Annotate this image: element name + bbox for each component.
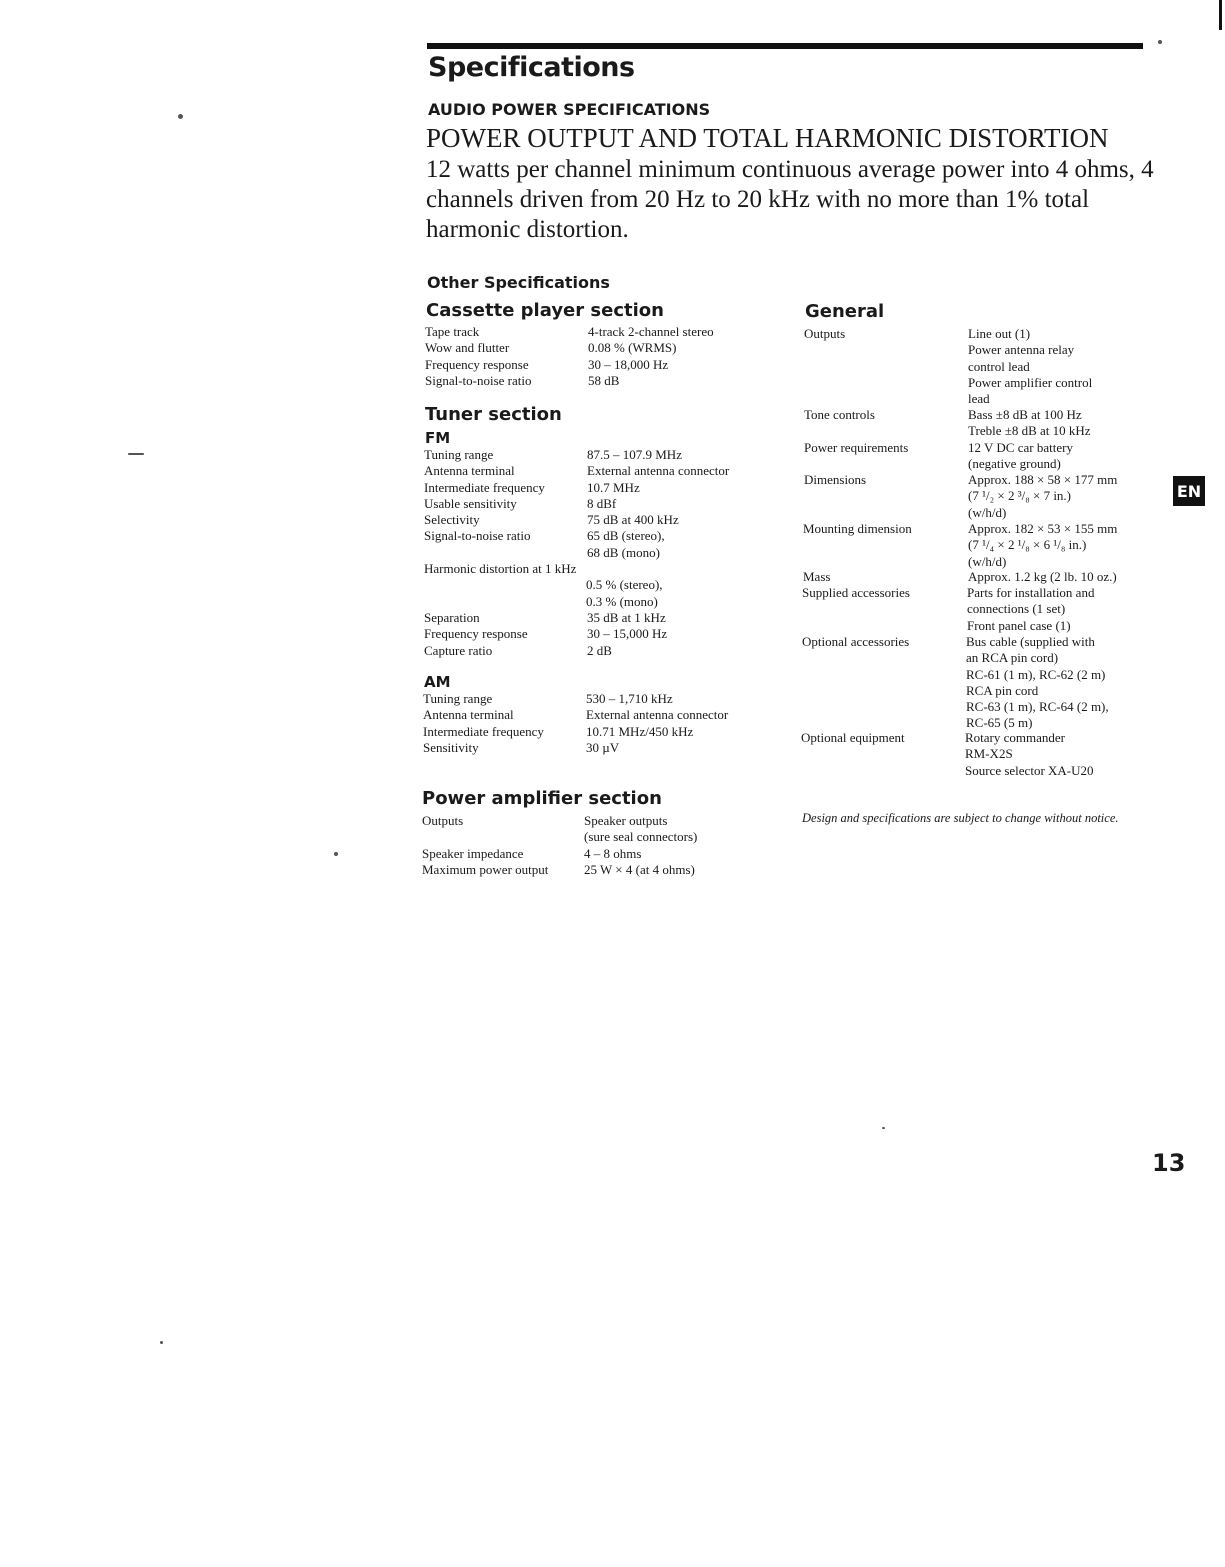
spec-label: Intermediate frequency [424,479,545,495]
spec-value: Approx. 182 × 53 × 155 mm [968,521,1118,536]
spec-value: 87.5 – 107.9 MHz [587,447,682,462]
spec-label: Frequency response [424,626,528,642]
spec-value: 10.7 MHz [587,479,640,495]
tuner-section-heading: Tuner section [425,404,562,425]
general-row-outputs [804,326,1164,407]
spec-value: 35 dB at 1 kHz [587,609,666,625]
spec-value: RCA pin cord [966,682,1039,698]
spec-label: Antenna terminal [423,707,514,723]
spec-row [424,626,794,642]
spec-value: Bass ±8 dB at 100 Hz [968,407,1082,422]
spec-label: Maximum power output [422,861,549,877]
spec-label: Signal-to-noise ratio [425,372,532,388]
other-specifications-heading: Other Specifications [427,273,610,292]
spec-value: 8 dBf [587,495,617,511]
spec-value: Rotary commander [965,730,1065,745]
general-row-optional-equipment [801,730,1161,779]
spec-row [424,447,794,463]
spec-value: 0.5 % (stereo), [586,577,663,593]
spec-value: 68 dB (mono) [587,544,660,560]
cassette-spec-list [425,324,785,389]
spec-row [424,610,794,626]
audio-power-heading: AUDIO POWER SPECIFICATIONS [428,100,711,119]
am-spec-list [423,691,793,756]
spec-row [425,373,785,389]
spec-value: Approx. 1.2 kg (2 lb. 10 oz.) [968,569,1117,584]
spec-value: Power antenna relay [968,342,1075,358]
power-output-heading: POWER OUTPUT AND TOTAL HARMONIC DISTORTION [426,123,1109,153]
spec-value: RC-61 (1 m), RC-62 (2 m) [966,666,1106,682]
spec-row [423,740,793,756]
spec-row [422,813,782,846]
spec-value: 4 – 8 ohms [584,845,642,861]
spec-value: (negative ground) [968,456,1061,472]
spec-row [424,512,794,528]
general-row-supplied [802,585,1162,634]
spec-label: Tuning range [423,691,493,706]
general-section-heading: General [805,301,885,322]
spec-label: Separation [424,609,480,625]
spec-label: Frequency response [425,356,529,372]
spec-value: Line out (1) [968,326,1031,341]
spec-row [422,862,782,878]
general-row-power [804,440,1164,473]
spec-label: Usable sensitivity [424,495,517,511]
spec-value: 58 dB [588,372,620,388]
spec-value: connections (1 set) [967,601,1066,617]
spec-row [425,340,785,356]
spec-value: Source selector XA-U20 [965,762,1094,778]
spec-row [424,528,794,561]
spec-value: Bus cable (supplied with [966,634,1095,649]
general-row-mass [803,569,1163,585]
spec-label: Optional equipment [801,730,905,745]
spec-value: 0.08 % (WRMS) [588,340,677,356]
spec-value: an RCA pin cord) [966,650,1059,666]
spec-row [424,643,794,659]
spec-value: Front panel case (1) [967,617,1071,633]
spec-row [423,724,793,740]
spec-label: Tone controls [804,407,875,422]
scan-speck [882,1127,885,1129]
spec-value: (sure seal connectors) [584,829,698,845]
spec-value: 4-track 2-channel stereo [588,324,714,339]
spec-value: (w/h/d) [968,553,1007,569]
spec-label: Dimensions [804,472,867,487]
spec-label: Tuning range [424,447,494,462]
spec-value: External antenna connector [587,463,730,479]
spec-label: Outputs [422,813,464,828]
general-row-optional-accessories [802,634,1162,732]
spec-label: Signal-to-noise ratio [424,528,531,544]
spec-value: RC-63 (1 m), RC-64 (2 m), [966,699,1109,715]
spec-label: Capture ratio [424,642,493,658]
spec-label: Outputs [804,326,846,341]
spec-value: lead [968,391,990,407]
cassette-section-heading: Cassette player section [426,300,664,321]
header-rule [427,43,1143,49]
spec-label: Optional accessories [802,634,910,649]
spec-value: RM-X2S [965,746,1013,762]
spec-row [424,463,794,479]
spec-value: (7 ¹/₂ × 2 ³/₈ × 7 in.) [968,488,1072,504]
spec-label: Mass [803,569,831,584]
page-title: Specifications [428,52,635,83]
spec-row [424,496,794,512]
spec-value: Approx. 188 × 58 × 177 mm [968,472,1118,487]
spec-value: (w/h/d) [968,504,1007,520]
spec-value: RC-65 (5 m) [966,715,1033,731]
page-number: 13 [1152,1149,1186,1177]
page-edge-mark [1219,0,1222,30]
spec-value: Speaker outputs [584,813,668,828]
spec-label: Supplied accessories [802,585,910,600]
spec-value: 30 – 18,000 Hz [588,356,669,372]
spec-label: Antenna terminal [424,463,515,479]
spec-value: Power amplifier control [968,374,1093,390]
spec-label: Mounting dimension [803,521,912,536]
spec-row [424,480,794,496]
amplifier-spec-list [422,813,782,878]
spec-value: 30 µV [586,739,620,755]
spec-label: Sensitivity [423,739,479,755]
general-row-tone [804,407,1164,440]
spec-label: Power requirements [804,440,909,455]
language-badge: EN [1173,476,1205,506]
spec-value: 530 – 1,710 kHz [586,691,673,706]
spec-label: Speaker impedance [422,845,524,861]
spec-value: (7 ¹/₄ × 2 ¹/₈ × 6 ¹/₈ in.) [968,537,1087,553]
fm-spec-list [424,447,794,659]
spec-label: Wow and flutter [425,340,510,356]
spec-value: Parts for installation and [967,585,1095,600]
specifications-notice: Design and specifications are subject to change without notice. [802,811,1119,825]
harmonic-distortion-label: Harmonic distortion at 1 kHz [424,561,577,577]
spec-row [425,324,785,340]
spec-row [422,846,782,862]
scan-speck [128,453,144,455]
spec-label: Intermediate frequency [423,723,544,739]
spec-value: Treble ±8 dB at 10 kHz [968,423,1091,439]
spec-value: External antenna connector [586,707,729,723]
spec-value: control lead [968,358,1030,374]
scan-speck [1158,40,1162,44]
spec-value: 0.3 % (mono) [586,593,658,609]
spec-label: Tape track [425,324,480,339]
spec-value: 2 dB [587,642,612,658]
scan-speck [160,1341,163,1344]
spec-value: 65 dB (stereo), [587,528,665,544]
spec-value: 12 V DC car battery [968,440,1073,455]
scan-speck [334,852,338,856]
spec-value: 30 – 15,000 Hz [587,626,668,642]
amplifier-section-heading: Power amplifier section [422,788,662,809]
general-row-mounting [803,521,1163,570]
spec-value: 75 dB at 400 kHz [587,512,679,528]
spec-row [423,707,793,723]
spec-value: 25 W × 4 (at 4 ohms) [584,861,695,877]
spec-row [423,691,793,707]
scan-speck [178,114,183,119]
spec-row [425,357,785,373]
fm-heading: FM [425,429,451,447]
power-output-text: 12 watts per channel minimum continuous average power into 4 ohms, 4 channels driven from 20 Hz to 20 kHz with no more than 1% total harmonic distortion. [426,156,1154,243]
general-row-dimensions [804,472,1164,521]
spec-value: 10.71 MHz/450 kHz [586,723,694,739]
spec-label: Selectivity [424,512,480,528]
am-heading: AM [424,673,451,691]
